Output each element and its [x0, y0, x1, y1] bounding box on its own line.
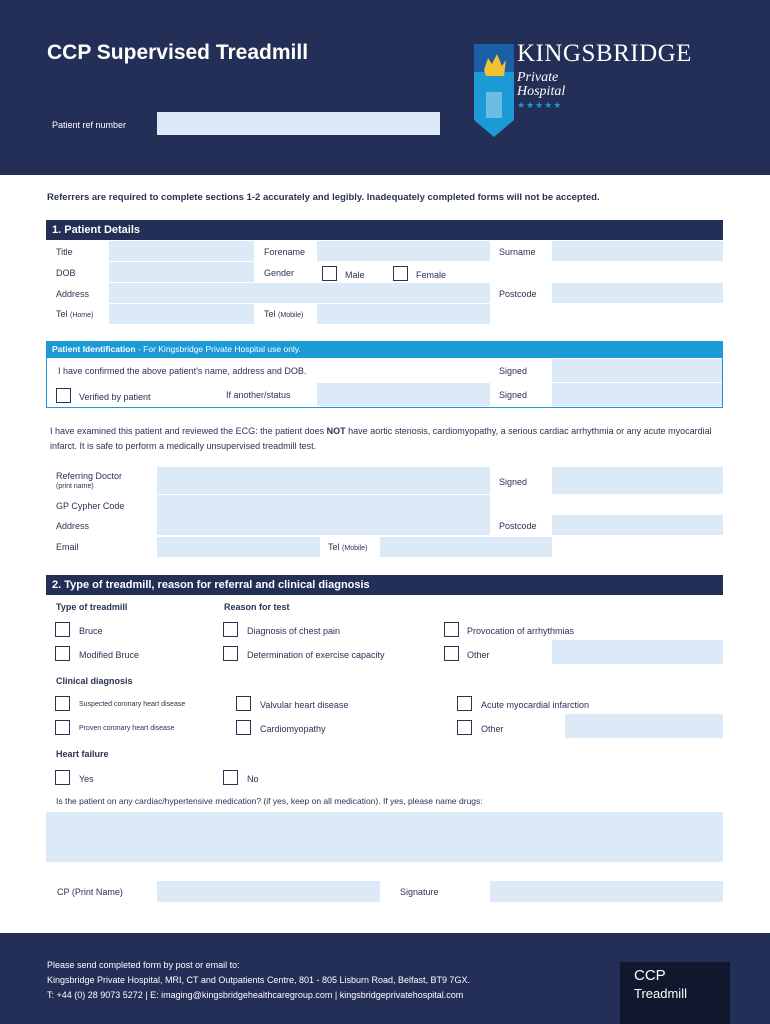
tel-home-label: Tel (Home) [56, 309, 94, 319]
footer-contact: T: +44 (0) 28 9073 5272 | E: imaging@kingsbridgehealthcaregroup.com | kingsbridgeprivatehospital.com [47, 990, 464, 1000]
gender-label: Gender [264, 268, 295, 278]
proven-chd-label: Proven coronary heart disease [79, 725, 175, 732]
forename-label: Forename [264, 247, 306, 257]
hf-yes-checkbox[interactable] [55, 770, 70, 785]
tel-mobile-input[interactable] [317, 304, 490, 324]
modified-bruce-label: Modified Bruce [79, 650, 140, 660]
forename-input[interactable] [317, 241, 490, 261]
type-treadmill-heading: Type of treadmill [56, 602, 128, 612]
cp-print-name-label: CP (Print Name) [57, 887, 123, 897]
hf-no-checkbox[interactable] [223, 770, 238, 785]
valvular-label: Valvular heart disease [260, 700, 349, 710]
reason-test-heading: Reason for test [224, 602, 290, 612]
hf-no-label: No [247, 774, 259, 784]
reason-other-input[interactable] [552, 640, 723, 664]
title-input[interactable] [109, 241, 254, 261]
footer-address: Kingsbridge Private Hospital, MRI, CT and Outpatients Centre, 801 - 805 Lisburn Road, Belfast, BT9 7GX. [47, 975, 471, 985]
print-name-label: (print name) [56, 483, 94, 490]
ecg-statement: I have examined this patient and reviewed the ECG: the patient does NOT have aortic stenosis, cardiomyopathy, a serious cardiac arrhythmia or any acute myocardial infarct. It is safe to perform a medically unsupervised treadmill test. [50, 426, 712, 451]
female-label: Female [416, 270, 447, 280]
chest-pain-label: Diagnosis of chest pain [247, 626, 341, 636]
surname-label: Surname [499, 247, 536, 257]
modified-bruce-checkbox[interactable] [55, 646, 70, 661]
confirmed-text: I have confirmed the above patient's name, address and DOB. [58, 366, 307, 376]
male-checkbox[interactable] [322, 266, 337, 281]
referrer-signed-input[interactable] [552, 467, 723, 494]
verified-checkbox[interactable] [56, 388, 71, 403]
address-label: Address [56, 289, 90, 299]
arrhythmias-label: Provocation of arrhythmias [467, 626, 575, 636]
email-label: Email [56, 542, 79, 552]
valvular-checkbox[interactable] [236, 696, 251, 711]
bruce-label: Bruce [79, 626, 103, 636]
cardiomyopathy-checkbox[interactable] [236, 720, 251, 735]
id-signed1-label: Signed [499, 366, 528, 376]
reason-other-checkbox[interactable] [444, 646, 459, 661]
another-status-input[interactable] [317, 383, 490, 406]
footer-line1: Please send completed form by post or email to: [47, 960, 240, 970]
reason-other-label: Other [467, 650, 490, 660]
id-signed1-input[interactable] [552, 359, 722, 382]
dob-input[interactable] [109, 262, 254, 282]
identification-heading: Patient Identification - For Kingsbridge Private Hospital use only. [46, 341, 723, 358]
address-input[interactable] [109, 283, 490, 303]
referrer-notice: Referrers are required to complete sections 1-2 accurately and legibly. Inadequately completed forms will not be accepted. [47, 192, 600, 203]
ccp-badge-title: CCP [634, 967, 666, 984]
signature-label: Signature [400, 887, 439, 897]
arrhythmias-checkbox[interactable] [444, 622, 459, 637]
proven-chd-checkbox[interactable] [55, 720, 70, 735]
signature-input[interactable] [490, 881, 723, 902]
cp-print-name-input[interactable] [157, 881, 380, 902]
referrer-tel-input[interactable] [380, 537, 552, 557]
referrer-postcode-label: Postcode [499, 521, 537, 531]
clinical-diagnosis-heading: Clinical diagnosis [56, 676, 133, 686]
patient-ref-label: Patient ref number [52, 120, 127, 130]
heart-failure-heading: Heart failure [56, 749, 109, 759]
ccp-badge-subtitle: Treadmill [634, 986, 687, 1001]
exercise-capacity-label: Determination of exercise capacity [247, 650, 385, 660]
referrer-tel-label: Tel (Mobile) [328, 542, 368, 552]
patient-ref-input[interactable] [157, 112, 440, 135]
logo-stars: ★★★★★ [517, 100, 563, 110]
id-signed2-input[interactable] [552, 383, 722, 406]
referrer-address-input[interactable] [157, 515, 490, 535]
cardiomyopathy-label: Cardiomyopathy [260, 724, 326, 734]
hf-yes-label: Yes [79, 774, 94, 784]
id-signed2-label: Signed [499, 390, 528, 400]
logo-hospital: Hospital [517, 84, 566, 99]
acute-mi-label: Acute myocardial infarction [481, 700, 590, 710]
tel-home-input[interactable] [109, 304, 254, 324]
acute-mi-checkbox[interactable] [457, 696, 472, 711]
diagnosis-other-checkbox[interactable] [457, 720, 472, 735]
bruce-checkbox[interactable] [55, 622, 70, 637]
another-status-label: If another/status [226, 390, 291, 400]
form-title: CCP Supervised Treadmill [47, 41, 309, 64]
section2-heading: 2. Type of treadmill, reason for referral and clinical diagnosis [46, 575, 723, 595]
logo-name: KINGSBRIDGE [517, 40, 692, 67]
medication-question: Is the patient on any cardiac/hypertensive medication? (if yes, keep on all medication). If yes, please name drugs: [56, 796, 483, 806]
exercise-capacity-checkbox[interactable] [223, 646, 238, 661]
diagnosis-other-input[interactable] [565, 714, 723, 738]
referring-doctor-label: Referring Doctor [56, 471, 123, 481]
referrer-signed-label: Signed [499, 477, 528, 487]
tel-mobile-label: Tel (Mobile) [264, 309, 304, 319]
title-label: Title [56, 247, 73, 257]
gp-cypher-input[interactable] [157, 495, 490, 515]
surname-input[interactable] [552, 241, 723, 261]
gp-cypher-label: GP Cypher Code [56, 501, 125, 511]
logo-private: Private [517, 70, 559, 85]
male-label: Male [345, 270, 365, 280]
suspected-chd-label: Suspected coronary heart disease [79, 701, 186, 708]
chest-pain-checkbox[interactable] [223, 622, 238, 637]
postcode-input[interactable] [552, 283, 723, 303]
suspected-chd-checkbox[interactable] [55, 696, 70, 711]
referrer-postcode-input[interactable] [552, 515, 723, 535]
medication-input[interactable] [46, 812, 723, 862]
postcode-label: Postcode [499, 289, 537, 299]
referring-doctor-input[interactable] [157, 467, 490, 494]
dob-label: DOB [56, 268, 76, 278]
verified-label: Verified by patient [79, 392, 151, 402]
section1-heading: 1. Patient Details [46, 220, 723, 240]
email-input[interactable] [157, 537, 320, 557]
referrer-address-label: Address [56, 521, 90, 531]
female-checkbox[interactable] [393, 266, 408, 281]
diagnosis-other-label: Other [481, 724, 504, 734]
